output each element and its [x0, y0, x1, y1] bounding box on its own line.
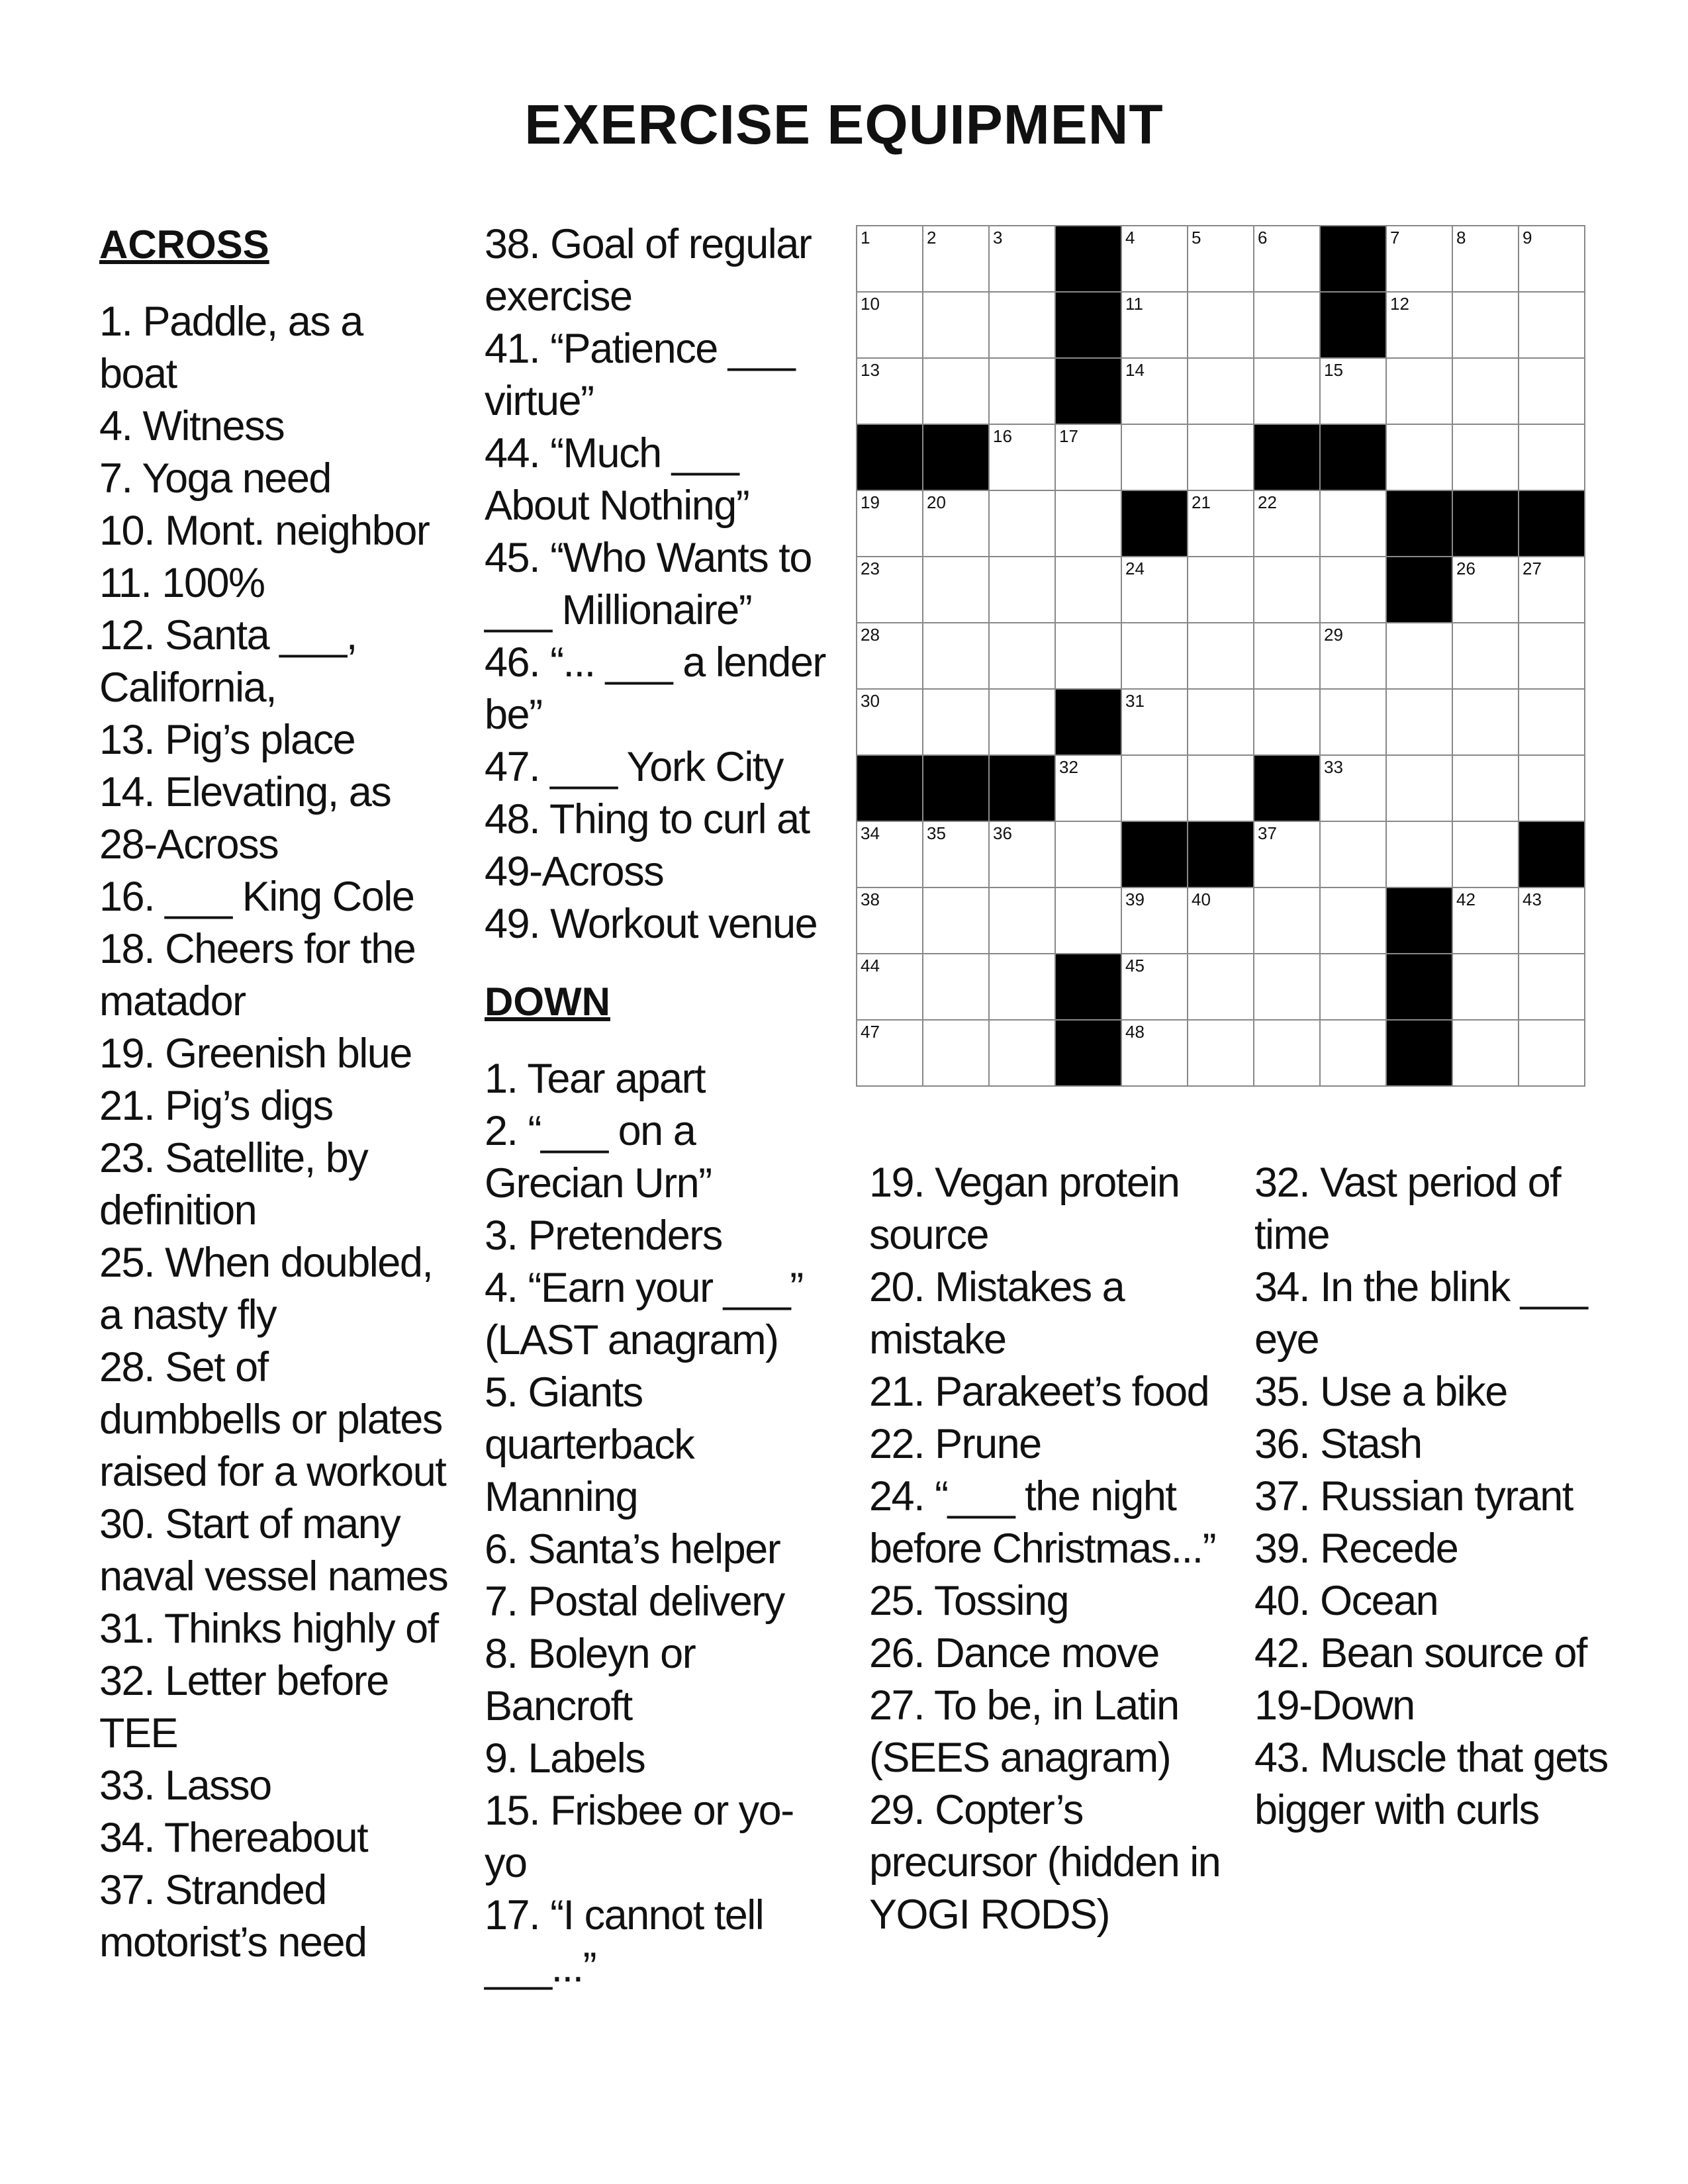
clue-column-3	[869, 1157, 1227, 1941]
down-clue-22: 22. Prune	[869, 1421, 1041, 1467]
grid-cell[interactable]	[990, 1021, 1056, 1087]
grid-cell[interactable]	[1056, 491, 1122, 557]
grid-cell[interactable]	[1188, 888, 1254, 954]
clue-number: 20	[927, 492, 946, 512]
black-square	[1387, 557, 1453, 623]
grid-cell[interactable]	[1453, 425, 1519, 491]
grid-cell[interactable]	[857, 557, 923, 623]
black-square	[1056, 226, 1122, 293]
across-clue-25: 25. When doubled, a nasty fly	[99, 1240, 433, 1338]
grid-cell[interactable]	[923, 226, 990, 293]
grid-cell[interactable]	[990, 690, 1056, 756]
black-square	[1056, 954, 1122, 1021]
grid-cell[interactable]	[1254, 557, 1321, 623]
grid-cell[interactable]	[857, 954, 923, 1021]
clue-number: 34	[861, 823, 880, 843]
grid-cell[interactable]	[1387, 293, 1453, 359]
down-clue-21: 21. Parakeet’s food	[869, 1369, 1209, 1415]
grid-cell[interactable]	[1056, 822, 1122, 888]
clue-number: 12	[1390, 294, 1409, 314]
down-clue-39: 39. Recede	[1254, 1525, 1458, 1572]
grid-cell[interactable]	[923, 293, 990, 359]
grid-cell[interactable]	[1519, 557, 1585, 623]
puzzle-title: EXERCISE EQUIPMENT	[524, 93, 1164, 156]
grid-cell[interactable]	[990, 822, 1056, 888]
black-square	[1321, 226, 1387, 293]
clue-number: 27	[1523, 559, 1542, 578]
grid-cell[interactable]	[857, 1021, 923, 1087]
crossword-grid	[856, 225, 1585, 1087]
grid-cell[interactable]	[990, 293, 1056, 359]
down-clue-24: 24. “___ the night before Christmas...”	[869, 1473, 1216, 1572]
across-clue-19: 19. Greenish blue	[99, 1030, 412, 1077]
grid-cell[interactable]	[857, 226, 923, 293]
grid-cell[interactable]	[923, 557, 990, 623]
clue-number: 24	[1125, 559, 1145, 578]
clue-number: 22	[1258, 492, 1277, 512]
grid-cell[interactable]	[1254, 226, 1321, 293]
clue-number: 43	[1523, 889, 1542, 909]
across-clue-28: 28. Set of dumbbells or plates raised for a workout	[99, 1344, 446, 1495]
grid-cell[interactable]	[1122, 293, 1188, 359]
clue-number: 37	[1258, 823, 1277, 843]
across-clue-49: 49. Workout venue	[485, 901, 818, 947]
across-clue-37: 37. Stranded motorist’s need	[99, 1867, 367, 1966]
grid-cell[interactable]	[1188, 491, 1254, 557]
grid-cell[interactable]	[990, 226, 1056, 293]
grid-cell[interactable]	[1321, 822, 1387, 888]
grid-cell[interactable]	[1254, 623, 1321, 690]
down-clue-17: 17. “I cannot tell ___...”	[485, 1892, 764, 1991]
clue-number: 11	[1125, 294, 1143, 314]
clue-number: 35	[927, 823, 946, 843]
clue-number: 17	[1059, 426, 1078, 446]
grid-cell[interactable]	[1321, 557, 1387, 623]
clue-number: 30	[861, 691, 880, 711]
clue-number: 48	[1125, 1022, 1145, 1042]
grid-cell[interactable]	[1453, 822, 1519, 888]
down-clue-1: 1. Tear apart	[485, 1056, 706, 1102]
black-square	[1387, 1021, 1453, 1087]
grid-cell[interactable]	[1321, 888, 1387, 954]
across-clue-46: 46. “... ___ a lender be”	[485, 639, 825, 738]
black-square	[1122, 822, 1188, 888]
across-clue-13: 13. Pig’s place	[99, 717, 355, 763]
across-clue-18: 18. Cheers for the matador	[99, 926, 416, 1024]
down-clue-37: 37. Russian tyrant	[1254, 1473, 1573, 1520]
grid-cell[interactable]	[857, 690, 923, 756]
down-clue-15: 15. Frisbee or yo-yo	[485, 1788, 794, 1886]
grid-cell[interactable]	[1188, 557, 1254, 623]
down-clue-42: 42. Bean source of 19-Down	[1254, 1630, 1587, 1729]
black-square	[1519, 491, 1585, 557]
black-square	[1056, 359, 1122, 425]
grid-cell[interactable]	[1519, 954, 1585, 1021]
clue-column-4	[1254, 1157, 1625, 1837]
clue-number: 8	[1456, 228, 1466, 248]
grid-cell[interactable]	[1188, 756, 1254, 822]
black-square	[1254, 425, 1321, 491]
grid-cell[interactable]	[1188, 226, 1254, 293]
grid-cell[interactable]	[1519, 293, 1585, 359]
across-heading: ACROSS	[99, 222, 269, 267]
across-clue-23: 23. Satellite, by definition	[99, 1135, 368, 1234]
grid-cell[interactable]	[923, 359, 990, 425]
black-square	[857, 425, 923, 491]
grid-cell[interactable]	[857, 359, 923, 425]
grid-cell[interactable]	[1519, 623, 1585, 690]
clue-number: 36	[993, 823, 1012, 843]
across-clue-30: 30. Start of many naval vessel names	[99, 1501, 448, 1600]
grid-cell[interactable]	[1387, 756, 1453, 822]
grid-cell[interactable]	[1387, 359, 1453, 425]
clue-number: 13	[861, 360, 880, 380]
down-clue-29: 29. Copter’s precursor (hidden in YOGI RODS)	[869, 1787, 1221, 1938]
grid-cell[interactable]	[990, 491, 1056, 557]
grid-cell[interactable]	[1321, 954, 1387, 1021]
grid-cell[interactable]	[923, 888, 990, 954]
clue-number: 16	[993, 426, 1012, 446]
grid-cell[interactable]	[1254, 1021, 1321, 1087]
grid-cell[interactable]	[1453, 1021, 1519, 1087]
grid-cell[interactable]	[1321, 1021, 1387, 1087]
clue-number: 23	[861, 559, 880, 578]
grid-cell[interactable]	[1254, 690, 1321, 756]
black-square	[1254, 756, 1321, 822]
grid-cell[interactable]	[1056, 888, 1122, 954]
grid-cell[interactable]	[1519, 425, 1585, 491]
across-clue-14: 14. Elevating, as 28-Across	[99, 769, 391, 868]
grid-cell[interactable]	[1188, 425, 1254, 491]
clue-number: 21	[1192, 492, 1211, 512]
grid-cell[interactable]	[923, 1021, 990, 1087]
clue-number: 32	[1059, 757, 1078, 777]
grid-cell[interactable]	[1254, 293, 1321, 359]
across-clue-16: 16. ___ King Cole	[99, 874, 414, 920]
down-clue-27: 27. To be, in Latin (SEES anagram)	[869, 1682, 1179, 1781]
black-square	[1321, 293, 1387, 359]
down-clue-20: 20. Mistakes a mistake	[869, 1264, 1125, 1363]
grid-cell[interactable]	[1188, 690, 1254, 756]
across-clue-45: 45. “Who Wants to ___ Millionaire”	[485, 535, 812, 633]
clue-number: 7	[1390, 228, 1400, 248]
black-square	[1321, 425, 1387, 491]
grid-cell[interactable]	[1321, 491, 1387, 557]
grid-cell[interactable]	[1321, 623, 1387, 690]
grid-cell[interactable]	[923, 822, 990, 888]
down-clue-9: 9. Labels	[485, 1735, 645, 1782]
grid-cell[interactable]	[923, 623, 990, 690]
grid-cell[interactable]	[1519, 1021, 1585, 1087]
clue-number: 3	[993, 228, 1003, 248]
grid-cell[interactable]	[857, 822, 923, 888]
grid-cell[interactable]	[990, 425, 1056, 491]
grid-cell[interactable]	[1453, 623, 1519, 690]
down-clue-35: 35. Use a bike	[1254, 1369, 1507, 1415]
across-clue-38: 38. Goal of regular exercise	[485, 221, 812, 320]
clue-number: 42	[1456, 889, 1476, 909]
grid-cell[interactable]	[1519, 888, 1585, 954]
clue-number: 31	[1125, 691, 1145, 711]
grid-cell[interactable]	[1254, 888, 1321, 954]
grid-cell[interactable]	[1056, 425, 1122, 491]
grid-cell[interactable]	[1122, 954, 1188, 1021]
grid-cell[interactable]	[1056, 756, 1122, 822]
grid-cell[interactable]	[990, 557, 1056, 623]
black-square	[923, 425, 990, 491]
across-clue-41: 41. “Patience ___ virtue”	[485, 326, 795, 424]
grid-cell[interactable]	[1122, 226, 1188, 293]
down-clue-43: 43. Muscle that gets bigger with curls	[1254, 1735, 1608, 1833]
grid-cell[interactable]	[1254, 954, 1321, 1021]
grid-cell[interactable]	[1188, 293, 1254, 359]
clue-column-2	[485, 218, 835, 1994]
grid-cell[interactable]	[1453, 756, 1519, 822]
grid-cell[interactable]	[857, 293, 923, 359]
grid-cell[interactable]	[1453, 226, 1519, 293]
clue-number: 1	[861, 228, 870, 248]
grid-cell[interactable]	[923, 954, 990, 1021]
clue-number: 9	[1523, 228, 1532, 248]
across-clue-11: 11. 100%	[99, 560, 265, 606]
grid-cell[interactable]	[1453, 690, 1519, 756]
black-square	[1056, 293, 1122, 359]
down-clue-3: 3. Pretenders	[485, 1212, 722, 1259]
clue-number: 19	[861, 492, 880, 512]
grid-cell[interactable]	[1122, 623, 1188, 690]
clue-number: 40	[1192, 889, 1211, 909]
black-square	[1188, 822, 1254, 888]
down-clue-32: 32. Vast period of time	[1254, 1160, 1561, 1258]
down-clue-36: 36. Stash	[1254, 1421, 1422, 1467]
down-clue-26: 26. Dance move	[869, 1630, 1159, 1676]
black-square	[857, 756, 923, 822]
clue-number: 26	[1456, 559, 1476, 578]
clue-number: 4	[1125, 228, 1135, 248]
grid-cell[interactable]	[1519, 226, 1585, 293]
clue-number: 45	[1125, 956, 1145, 976]
across-clue-31: 31. Thinks highly of	[99, 1606, 438, 1652]
grid-cell[interactable]	[1188, 623, 1254, 690]
grid-cell[interactable]	[1122, 690, 1188, 756]
grid-cell[interactable]	[923, 690, 990, 756]
grid-cell[interactable]	[990, 888, 1056, 954]
black-square	[1122, 491, 1188, 557]
black-square	[1056, 690, 1122, 756]
grid-cell[interactable]	[1122, 359, 1188, 425]
grid-cell[interactable]	[1453, 954, 1519, 1021]
grid-cell[interactable]	[1453, 293, 1519, 359]
across-clue-47: 47. ___ York City	[485, 744, 783, 790]
black-square	[990, 756, 1056, 822]
clue-number: 6	[1258, 228, 1268, 248]
grid-cell[interactable]	[1519, 359, 1585, 425]
grid-cell[interactable]	[857, 888, 923, 954]
clue-column-1	[99, 218, 450, 1969]
grid-cell[interactable]	[1321, 359, 1387, 425]
grid-cell[interactable]	[857, 623, 923, 690]
grid-cell[interactable]	[1188, 359, 1254, 425]
clue-number: 28	[861, 625, 880, 645]
across-clue-48: 48. Thing to curl at 49-Across	[485, 796, 810, 895]
grid-cell[interactable]	[1453, 359, 1519, 425]
down-clue-25: 25. Tossing	[869, 1578, 1069, 1624]
clue-number: 29	[1324, 625, 1343, 645]
grid-cell[interactable]	[1122, 557, 1188, 623]
grid-cell[interactable]	[1519, 756, 1585, 822]
across-clue-21: 21. Pig’s digs	[99, 1083, 333, 1129]
clue-number: 38	[861, 889, 880, 909]
clue-number: 44	[861, 956, 880, 976]
grid-cell[interactable]	[1188, 954, 1254, 1021]
clue-number: 14	[1125, 360, 1145, 380]
grid-cell[interactable]	[990, 623, 1056, 690]
down-clue-5: 5. Giants quarterback Manning	[485, 1369, 694, 1520]
across-clue-33: 33. Lasso	[99, 1762, 271, 1809]
black-square	[923, 756, 990, 822]
grid-cell[interactable]	[923, 491, 990, 557]
across-clue-44: 44. “Much ___ About Nothing”	[485, 430, 749, 529]
grid-cell[interactable]	[990, 359, 1056, 425]
grid-cell[interactable]	[1254, 359, 1321, 425]
across-clue-12: 12. Santa ___, California,	[99, 612, 357, 711]
across-clue-34: 34. Thereabout	[99, 1815, 368, 1861]
across-clue-1: 1. Paddle, as a boat	[99, 298, 363, 397]
black-square	[1387, 491, 1453, 557]
grid-cell[interactable]	[857, 491, 923, 557]
grid-cell[interactable]	[1453, 557, 1519, 623]
clue-number: 39	[1125, 889, 1145, 909]
grid-cell[interactable]	[1453, 888, 1519, 954]
grid-cell[interactable]	[990, 954, 1056, 1021]
grid-cell[interactable]	[1122, 756, 1188, 822]
clue-number: 47	[861, 1022, 880, 1042]
grid-cell[interactable]	[1122, 888, 1188, 954]
grid-cell[interactable]	[1387, 425, 1453, 491]
clue-number: 10	[861, 294, 880, 314]
grid-cell[interactable]	[1321, 756, 1387, 822]
across-clue-7: 7. Yoga need	[99, 455, 331, 502]
black-square	[1453, 491, 1519, 557]
clue-number: 5	[1192, 228, 1201, 248]
grid-cell[interactable]	[1387, 226, 1453, 293]
down-clue-4: 4. “Earn your ___” (LAST anagram)	[485, 1265, 803, 1363]
black-square	[1387, 888, 1453, 954]
grid-cell[interactable]	[1122, 425, 1188, 491]
clue-number: 2	[927, 228, 937, 248]
grid-cell[interactable]	[1387, 623, 1453, 690]
across-clue-10: 10. Mont. neighbor	[99, 508, 430, 554]
across-clue-4: 4. Witness	[99, 403, 285, 449]
down-clue-8: 8. Boleyn or Bancroft	[485, 1631, 696, 1729]
grid-cell[interactable]	[1188, 1021, 1254, 1087]
grid-cell[interactable]	[1254, 822, 1321, 888]
down-clue-34: 34. In the blink ___ eye	[1254, 1264, 1587, 1363]
clue-number: 15	[1324, 360, 1343, 380]
grid-cell[interactable]	[1321, 690, 1387, 756]
down-clue-2: 2. “___ on a Grecian Urn”	[485, 1108, 712, 1206]
grid-cell[interactable]	[1387, 690, 1453, 756]
down-heading: DOWN	[485, 979, 610, 1024]
across-clue-32: 32. Letter before TEE	[99, 1658, 389, 1756]
black-square	[1056, 1021, 1122, 1087]
grid-cell[interactable]	[1387, 822, 1453, 888]
grid-cell[interactable]	[1122, 1021, 1188, 1087]
black-square	[1519, 822, 1585, 888]
clue-number: 33	[1324, 757, 1343, 777]
grid-cell[interactable]	[1519, 690, 1585, 756]
down-clue-7: 7. Postal delivery	[485, 1578, 784, 1625]
grid-cell[interactable]	[1056, 623, 1122, 690]
black-square	[1387, 954, 1453, 1021]
grid-cell[interactable]	[1254, 491, 1321, 557]
down-clue-6: 6. Santa’s helper	[485, 1526, 780, 1572]
down-clue-19: 19. Vegan protein source	[869, 1160, 1180, 1258]
grid-cell[interactable]	[1056, 557, 1122, 623]
down-clue-40: 40. Ocean	[1254, 1578, 1438, 1624]
